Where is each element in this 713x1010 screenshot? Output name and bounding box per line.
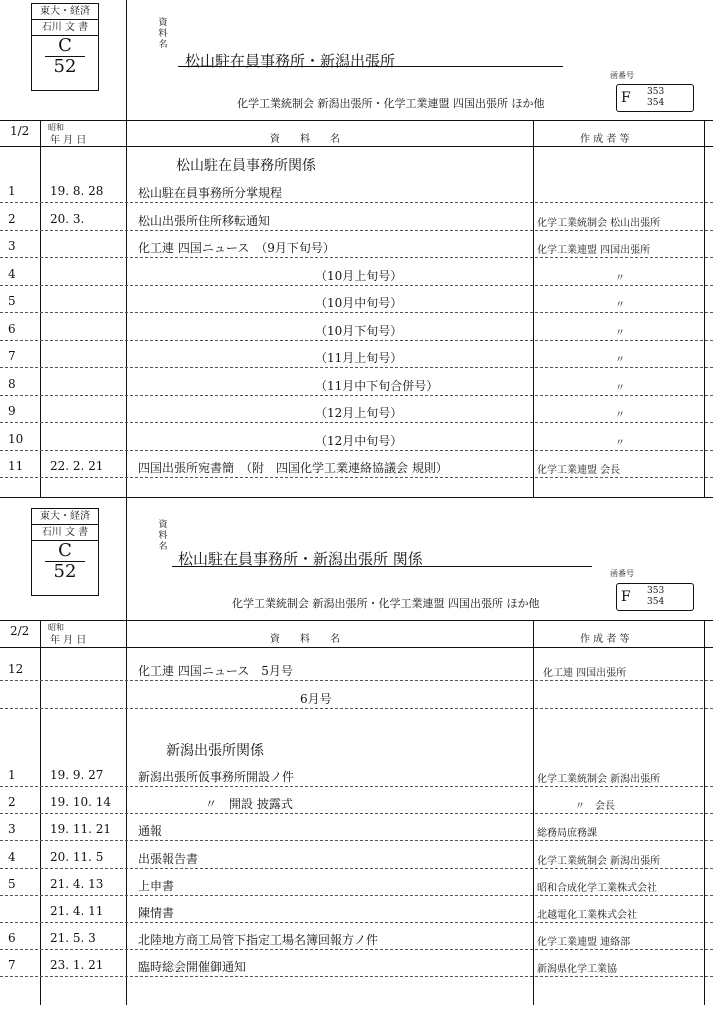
row-rule — [0, 840, 713, 841]
row-number: 5 — [8, 876, 16, 891]
row-document-name: 出張報告書 — [138, 851, 199, 866]
row-rule — [0, 922, 713, 923]
stamp-code-letter: C — [58, 35, 72, 56]
row-author: 化学工業統制会 松山出張所 — [537, 217, 661, 229]
document-title: 松山駐在員事務所・新潟出張所 関係 — [178, 550, 423, 568]
row-document-name: （10月中旬号） — [315, 296, 403, 310]
shiryo-char: 資 — [158, 18, 168, 28]
row-rule — [0, 312, 713, 313]
shiryo-char: 名 — [158, 542, 168, 552]
row-document-name: 化工連 四国ニュース （9月下旬号） — [138, 241, 335, 255]
row-rule — [0, 813, 713, 814]
row-rule — [0, 976, 713, 977]
row-date: 21. 4. 13 — [50, 876, 104, 891]
row-number: 7 — [8, 349, 16, 363]
row-author: 化学工業統制会 新潟出張所 — [537, 855, 661, 867]
stamp-code-letter: C — [58, 540, 72, 561]
row-date: 19. 8. 28 — [50, 184, 104, 198]
row-document-name: （12月上旬号） — [315, 406, 403, 420]
row-author: 〃 — [615, 272, 625, 284]
row-author: 新潟県化学工業協 — [537, 964, 617, 976]
shiryo-char: 料 — [158, 29, 168, 39]
shiryo-char: 名 — [158, 40, 168, 50]
row-author: 〃 — [615, 327, 625, 339]
row-number: 2 — [8, 795, 16, 810]
stamp-line-1: 東大・経済 — [32, 4, 98, 20]
row-author: 化学工業統制会 新潟出張所 — [537, 774, 661, 785]
row-number: 3 — [8, 239, 16, 253]
row-document-name: 四国出張所宛書簡 （附 四国化学工業連絡協議会 規則） — [138, 461, 448, 475]
row-author: 昭和合成化学工業株式会社 — [537, 882, 657, 894]
row-author: 化学工業連盟 会長 — [537, 465, 621, 476]
stamp-code-number: 52 — [45, 561, 85, 582]
section-heading: 新潟出張所関係 — [166, 743, 264, 759]
box-code: F — [621, 589, 631, 605]
document-subtitle: 化学工業統制会 新潟出張所・化学工業連盟 四国出張所 ほか他 — [237, 97, 545, 110]
row-number: 6 — [8, 321, 16, 336]
row-date: 20. 3. — [50, 211, 85, 226]
box-code: F — [621, 90, 631, 106]
shiryo-label — [158, 520, 168, 553]
shiryo-char: 資 — [158, 520, 168, 530]
row-document-name: （10月下旬号） — [315, 323, 403, 338]
row-date: 19. 11. 21 — [50, 822, 112, 837]
row-document-name: 化工連 四国ニュース 5月号 — [138, 664, 293, 678]
row-document-name: （10月上旬号） — [315, 268, 403, 283]
row-date: 21. 5. 3 — [50, 931, 96, 946]
stamp-code — [32, 541, 98, 581]
row-rule — [0, 367, 713, 368]
row-author: 〃 — [615, 410, 625, 421]
row-date: 19. 9. 27 — [50, 768, 104, 782]
box-number — [616, 583, 694, 611]
header-author: 作 成 者 等 — [580, 634, 630, 645]
row-author: 北越電化工業株式会社 — [537, 910, 637, 921]
page-indicator: 2/2 — [10, 624, 30, 638]
row-document-name: 上申書 — [138, 878, 175, 893]
header-date: 年 月 日 — [50, 135, 87, 146]
row-rule — [0, 395, 713, 396]
row-number: 10 — [8, 431, 24, 446]
shiryo-char: 料 — [158, 531, 168, 541]
row-document-name: 臨時総会開催御通知 — [138, 960, 247, 975]
row-author: 総務局庶務課 — [537, 828, 597, 840]
stamp-code — [32, 36, 98, 76]
row-date: 23. 1. 21 — [50, 958, 104, 973]
row-document-name: （11月中下旬合併号） — [315, 378, 439, 393]
row-rule — [0, 422, 713, 423]
row-author: 〃 — [615, 355, 625, 366]
row-date: 21. 4. 11 — [50, 904, 104, 918]
box-num-top: 353 — [647, 87, 665, 97]
row-document-name: 新潟出張所仮事務所開設ノ件 — [138, 770, 295, 784]
row-number: 8 — [8, 376, 16, 391]
row-author: 化工連 四国出張所 — [543, 668, 627, 679]
row-rule — [0, 868, 713, 869]
row-number: 6 — [8, 931, 16, 946]
row-document-name: 松山出張所住所移転通知 — [138, 213, 271, 228]
row-rule — [0, 230, 713, 231]
box-number-label: 函番号 — [610, 71, 634, 80]
row-document-name: （11月上旬号） — [315, 351, 403, 365]
row-author: 化学工業連盟 四国出張所 — [537, 245, 651, 256]
archive-stamp — [31, 3, 99, 91]
header-author: 作 成 者 等 — [580, 134, 630, 145]
document-subtitle: 化学工業統制会 新潟出張所・化学工業連盟 四国出張所 ほか他 — [232, 597, 540, 610]
page-indicator: 1/2 — [10, 124, 30, 138]
row-rule — [0, 786, 713, 787]
row-number: 4 — [8, 266, 16, 281]
row-document-name: 北陸地方商工局管下指定工場名簿回報方ノ件 — [138, 933, 379, 948]
row-number: 11 — [8, 459, 24, 473]
box-num-bottom: 354 — [647, 98, 665, 108]
box-number-label: 函番号 — [610, 569, 634, 578]
row-rule — [0, 949, 713, 950]
stamp-line-2: 石川 文 書 — [32, 525, 98, 541]
header-name: 資 料 名 — [270, 134, 340, 145]
header-name: 資 料 名 — [270, 634, 340, 645]
row-number: 2 — [8, 211, 16, 226]
row-author: 〃 — [615, 437, 625, 449]
header-date: 年 月 日 — [50, 635, 87, 646]
document-title: 松山駐在員事務所・新潟出張所 — [185, 52, 396, 70]
row-rule — [0, 257, 713, 258]
row-date: 20. 11. 5 — [50, 849, 104, 864]
header-era: 昭和 — [48, 623, 64, 632]
stamp-line-2: 石川 文 書 — [32, 20, 98, 36]
box-num-bottom: 354 — [647, 597, 665, 607]
row-number: 5 — [8, 294, 16, 308]
row-document-name: （12月中旬号） — [315, 433, 403, 448]
row-rule — [0, 285, 713, 286]
row-number: 7 — [8, 958, 16, 973]
row-number: 4 — [8, 849, 16, 864]
box-number — [616, 84, 694, 112]
row-document-name: 松山駐在員事務所分掌規程 — [138, 186, 283, 200]
row-document-name: 陳情書 — [138, 906, 175, 920]
stamp-code-number: 52 — [45, 56, 85, 77]
archive-stamp — [31, 508, 99, 596]
row-number: 3 — [8, 822, 16, 837]
stamp-line-1: 東大・経済 — [32, 509, 98, 525]
row-document-name: 〃 開設 披露式 — [205, 797, 293, 812]
row-rule — [0, 477, 713, 478]
row-date: 22. 2. 21 — [50, 459, 104, 473]
row-rule — [0, 450, 713, 451]
row-date: 19. 10. 14 — [50, 795, 112, 810]
row-rule — [0, 202, 713, 203]
row-rule — [0, 340, 713, 341]
row-number: 9 — [8, 404, 16, 418]
row-author: 化学工業連盟 連絡部 — [537, 937, 631, 949]
header-era: 昭和 — [48, 123, 64, 132]
row-number: 1 — [8, 768, 16, 782]
box-num-top: 353 — [647, 586, 665, 596]
section-heading: 松山駐在員事務所関係 — [176, 158, 316, 174]
row-document-name: 6月号 — [300, 692, 332, 706]
shiryo-label — [158, 18, 168, 51]
row-document-name: 通報 — [138, 824, 163, 839]
row-rule — [0, 895, 713, 896]
row-author: 〃 — [615, 300, 625, 311]
row-rule — [0, 680, 713, 681]
row-author: 〃 会長 — [575, 801, 615, 813]
row-number: 1 — [8, 184, 16, 198]
row-author: 〃 — [615, 382, 625, 394]
row-rule — [0, 708, 713, 709]
row-number: 12 — [8, 662, 24, 676]
